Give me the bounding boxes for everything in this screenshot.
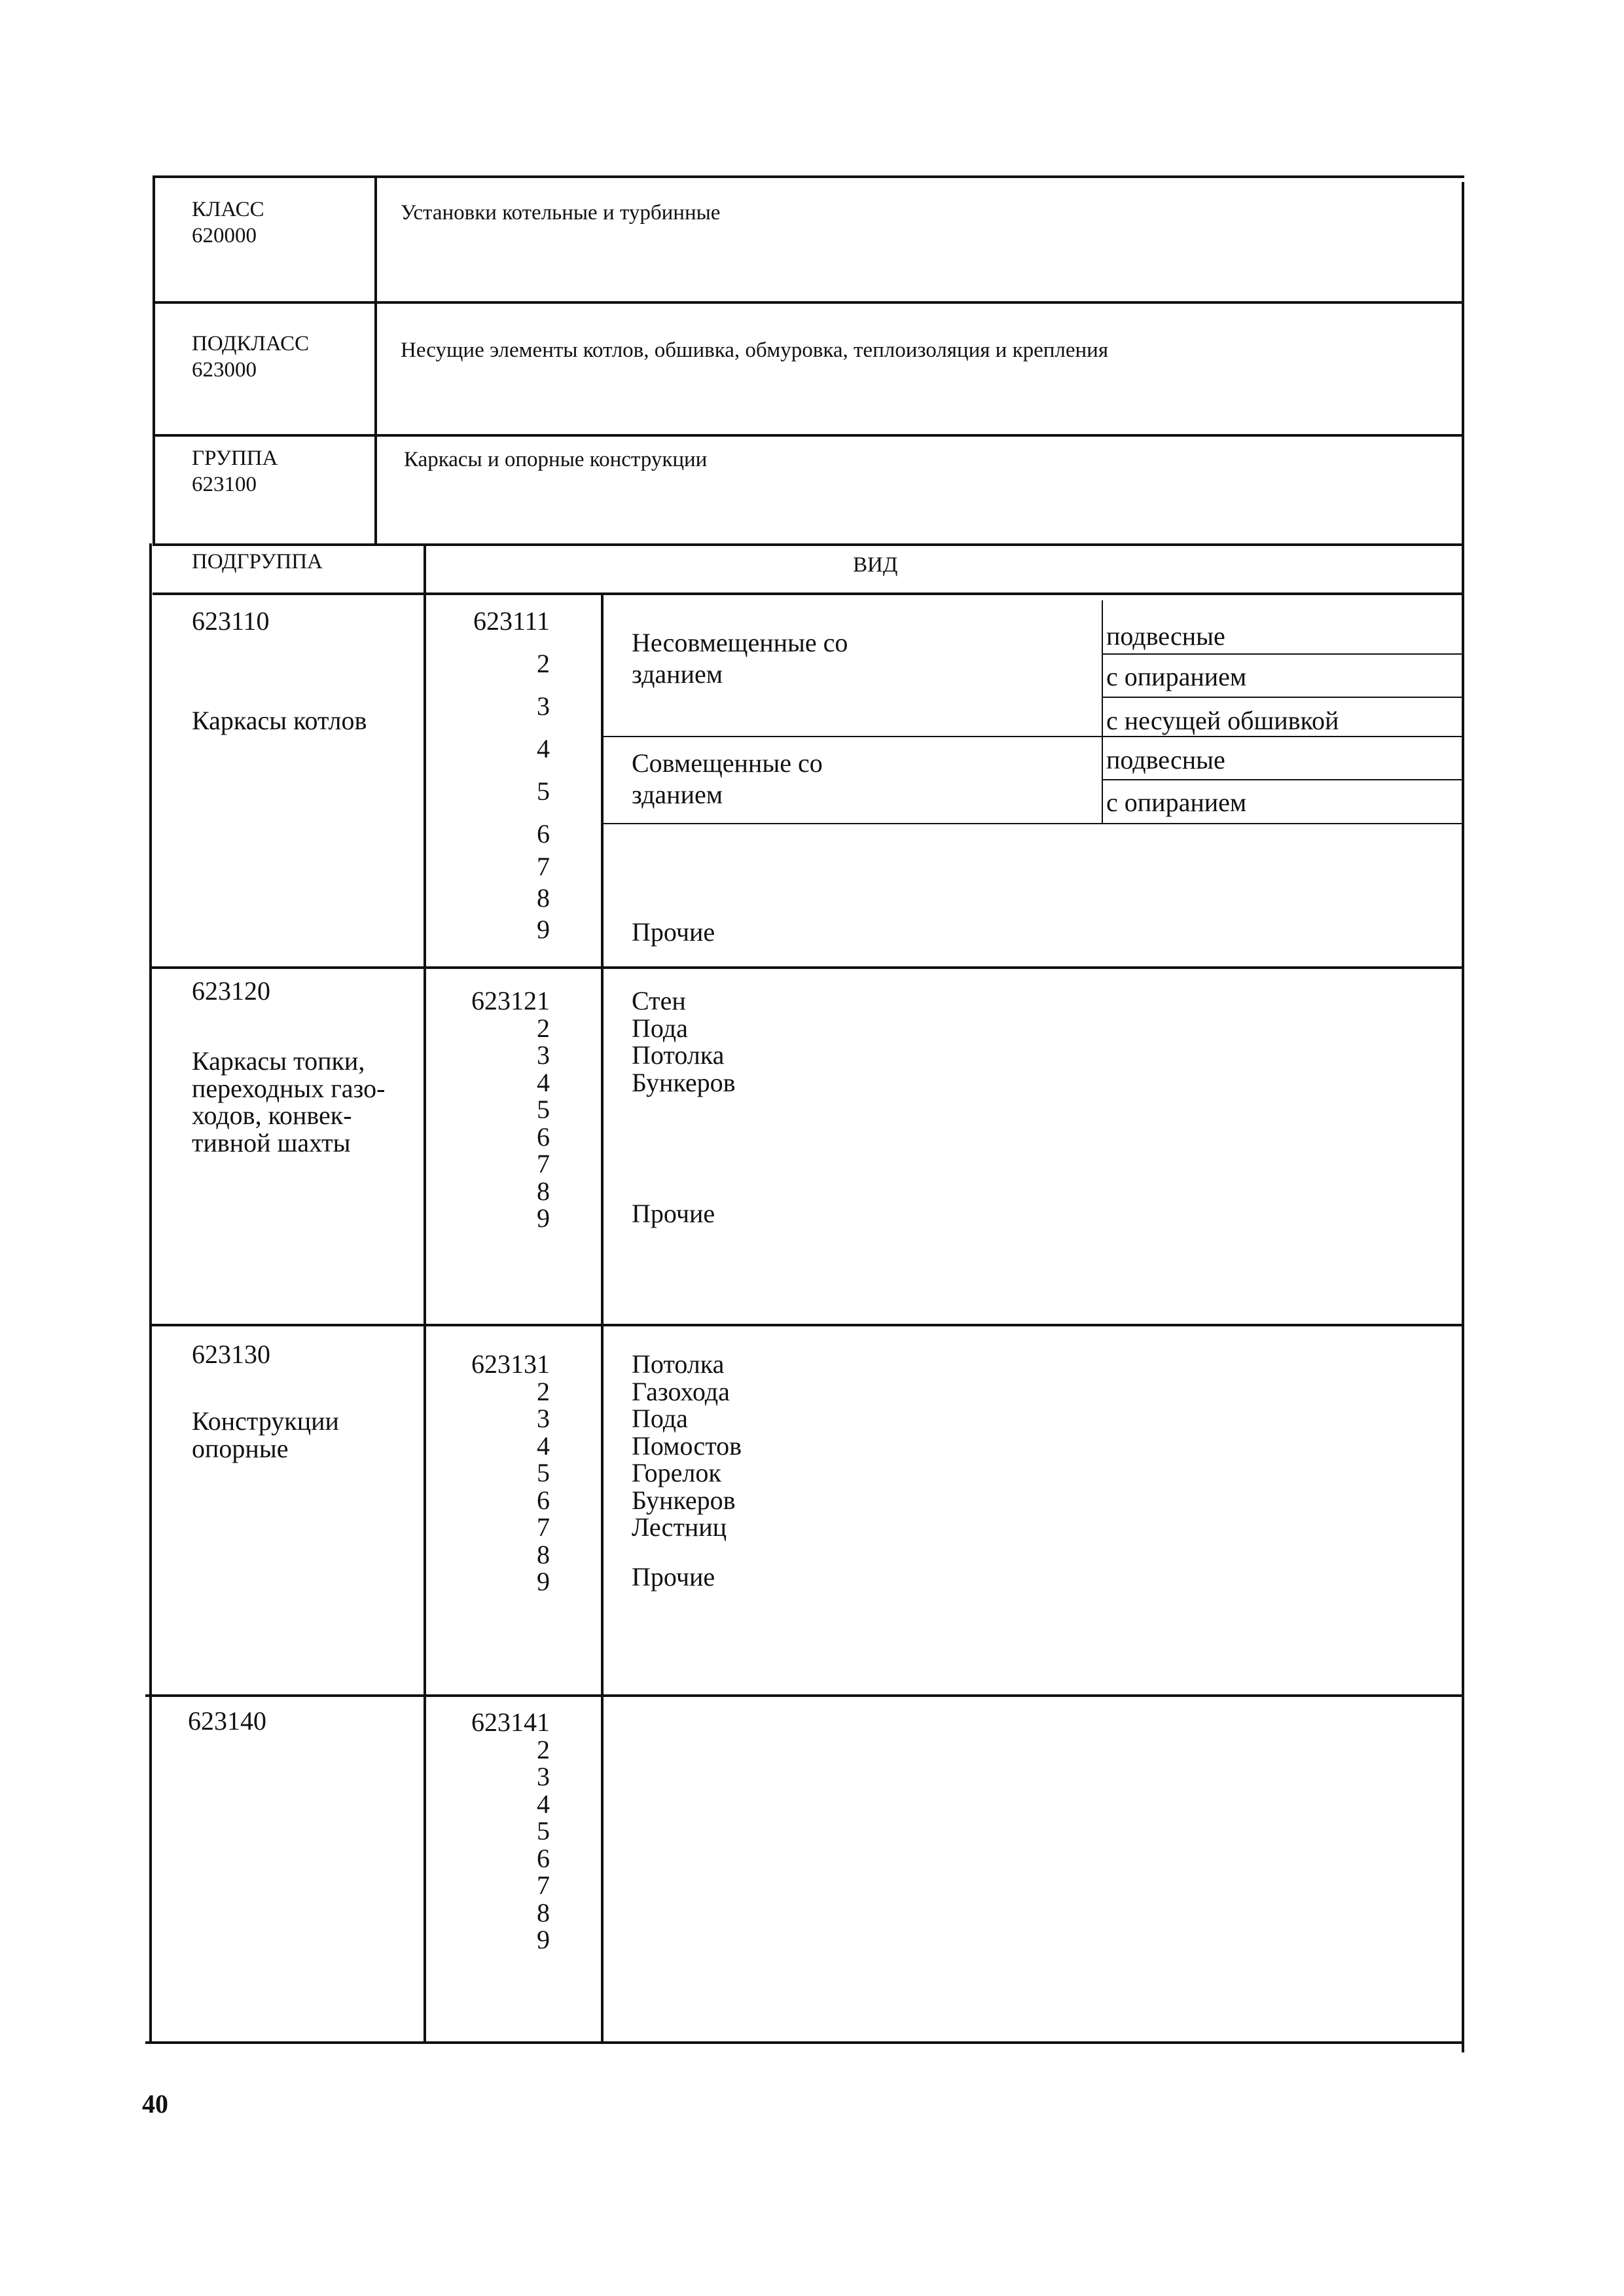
sub3-digit: 3 (537, 1404, 550, 1433)
sub2-codes (432, 987, 550, 1232)
sub2-name-line: тивной шахты (192, 1127, 351, 1157)
sub3-item: Пода (632, 1404, 688, 1433)
sub3-digit: 9 (537, 1567, 550, 1596)
sub2-digit: 2 (537, 1013, 550, 1043)
sub2-name-line: Каркасы топки, (192, 1046, 365, 1076)
sub3-code: 623130 (192, 1339, 270, 1369)
subclass-title: Несущие элементы котлов, обшивка, обмуровка, теплоизоляция и крепления (401, 338, 1109, 362)
class-code: 620000 (192, 224, 257, 247)
group-label: ГРУППА (192, 446, 278, 470)
subclass-code: 623000 (192, 358, 257, 382)
sub4-codes (432, 1709, 550, 1954)
sub1-option: с опиранием (1106, 662, 1247, 691)
group-code: 623100 (192, 473, 257, 496)
sub4-digit: 6 (537, 1843, 550, 1873)
sub2-code: 623120 (192, 976, 270, 1006)
class-title: Установки котельные и турбинные (401, 201, 721, 225)
subclass-cell (192, 331, 309, 383)
sub1-other: Прочие (632, 917, 715, 947)
sub3-item: Лестниц (632, 1512, 727, 1542)
sub4-digit: 3 (537, 1762, 550, 1791)
sub2-first-code: 623121 (471, 986, 550, 1015)
sub3-digit: 6 (537, 1485, 550, 1515)
sub1-digit: 8 (537, 883, 550, 913)
sub4-digit: 9 (537, 1925, 550, 1954)
header-podgruppa: ПОДГРУППА (192, 550, 323, 574)
sub3-name-line: опорные (192, 1433, 289, 1463)
sub3-digit: 2 (537, 1376, 550, 1406)
sub1-digit: 3 (537, 691, 550, 721)
sub2-digit: 5 (537, 1095, 550, 1124)
sub3-name-line: Конструкции (192, 1406, 339, 1436)
sub2-item: Бункеров (632, 1067, 736, 1097)
sub3-digit: 5 (537, 1458, 550, 1487)
sub2-items (632, 987, 735, 1096)
sub3-other: Прочие (632, 1562, 715, 1592)
sub3-item: Бункеров (632, 1485, 736, 1515)
sub3-item: Газохода (632, 1376, 730, 1406)
sub3-digit: 8 (537, 1539, 550, 1569)
sub4-code: 623140 (188, 1706, 266, 1736)
class-label: КЛАСС (192, 198, 264, 221)
sub2-digit: 3 (537, 1040, 550, 1070)
sub3-items (632, 1351, 742, 1541)
sub1-digit: 4 (537, 734, 550, 763)
sub1-group-a: Несовмещенные со зданием (632, 628, 848, 689)
sub3-codes (432, 1351, 550, 1595)
sub1-option: подвесные (1106, 621, 1225, 651)
sub1-digit: 5 (537, 776, 550, 806)
sub1-digit: 7 (537, 852, 550, 881)
sub2-digit: 8 (537, 1176, 550, 1206)
sub1-code: 623110 (192, 606, 270, 636)
sub1-option: с опиранием (1106, 788, 1247, 817)
sub1-option: подвесные (1106, 745, 1225, 774)
group-title: Каркасы и опорные конструкции (404, 448, 708, 471)
sub2-item: Стен (632, 986, 686, 1015)
sub2-digit: 4 (537, 1067, 550, 1097)
sub1-group-b: Совмещенные со зданием (632, 748, 823, 809)
sub2-digit: 6 (537, 1121, 550, 1152)
page-number: 40 (142, 2089, 168, 2119)
sub3-item: Потолка (632, 1349, 725, 1379)
sub2-other: Прочие (632, 1199, 715, 1228)
subclass-label: ПОДКЛАСС (192, 332, 310, 355)
sub1-first-code: 623111 (473, 606, 550, 636)
sub1-digit: 6 (537, 819, 550, 848)
sub2-item: Пода (632, 1013, 688, 1043)
sub2-item: Потолка (632, 1040, 725, 1070)
sub3-digit: 7 (537, 1512, 550, 1542)
sub3-digit: 4 (537, 1430, 550, 1461)
group-cell (192, 445, 278, 498)
sub4-digit: 5 (537, 1816, 550, 1846)
sub2-name-line: переходных газо- (192, 1073, 386, 1103)
sub2-digit: 7 (537, 1149, 550, 1178)
sub2-name (192, 1048, 385, 1156)
sub4-digit: 4 (537, 1789, 550, 1819)
sub1-name: Каркасы котлов (192, 706, 367, 735)
sub1-digit: 9 (537, 915, 550, 944)
sub3-item: Горелок (632, 1458, 721, 1487)
sub2-name-line: ходов, конвек- (192, 1101, 352, 1130)
sub2-digit: 9 (537, 1203, 550, 1233)
sub1-digit: 2 (537, 649, 550, 678)
header-vid: ВИД (853, 553, 898, 577)
sub4-digit: 8 (537, 1897, 550, 1927)
sub4-digit: 2 (537, 1734, 550, 1764)
sub4-digit: 7 (537, 1870, 550, 1900)
sub1-option: с несущей обшивкой (1106, 706, 1339, 735)
sub4-first-code: 623141 (471, 1707, 550, 1737)
sub3-name (192, 1408, 339, 1462)
sub3-first-code: 623131 (471, 1349, 550, 1379)
sub3-item: Помостов (632, 1430, 742, 1461)
class-cell (192, 196, 264, 249)
